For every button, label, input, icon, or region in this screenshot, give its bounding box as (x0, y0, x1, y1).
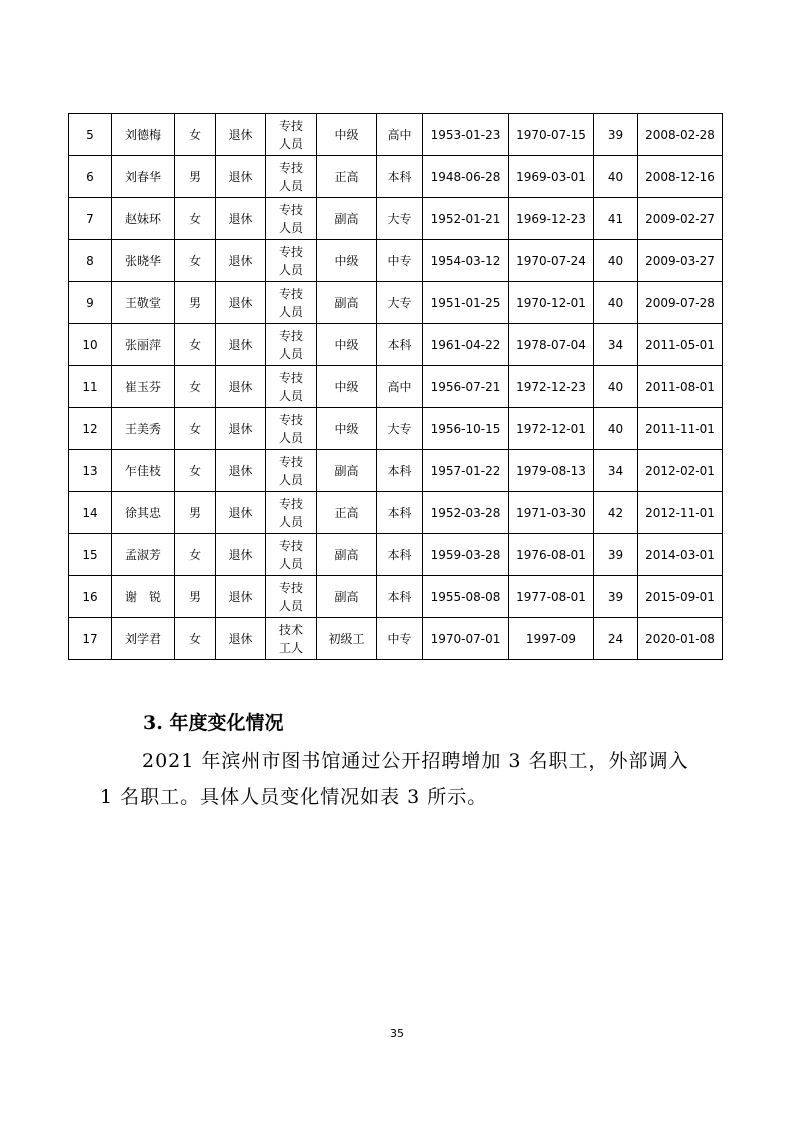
cell-sex: 男 (175, 156, 216, 198)
cell-title: 中级 (317, 324, 377, 366)
retiree-table (68, 113, 723, 660)
cell-birth: 1956-10-15 (423, 408, 509, 450)
cell-name: 张丽萍 (112, 324, 175, 366)
cell-type-line: 技术 (278, 622, 303, 637)
cell-retire: 2009-02-27 (638, 198, 723, 240)
cell-sex: 女 (175, 114, 216, 156)
cell-sex: 女 (175, 240, 216, 282)
table-row (69, 618, 723, 660)
cell-type-line: 专技 (278, 244, 303, 259)
cell-edu: 本科 (377, 156, 423, 198)
cell-status: 退休 (216, 576, 266, 618)
cell-no: 14 (69, 492, 112, 534)
cell-no: 13 (69, 450, 112, 492)
cell-work: 1969-12-23 (509, 198, 594, 240)
cell-retire: 2012-11-01 (638, 492, 723, 534)
cell-sex: 男 (175, 492, 216, 534)
cell-title: 中级 (317, 114, 377, 156)
cell-birth: 1951-01-25 (423, 282, 509, 324)
cell-no: 5 (69, 114, 112, 156)
table-row (69, 198, 723, 240)
cell-sex: 女 (175, 450, 216, 492)
cell-type-line: 人员 (278, 430, 303, 445)
cell-title: 中级 (317, 366, 377, 408)
cell-title: 副高 (317, 450, 377, 492)
cell-sex: 女 (175, 618, 216, 660)
cell-work: 1972-12-23 (509, 366, 594, 408)
cell-type (266, 492, 317, 534)
cell-birth: 1954-03-12 (423, 240, 509, 282)
cell-sex: 女 (175, 324, 216, 366)
cell-status: 退休 (216, 114, 266, 156)
cell-type (266, 450, 317, 492)
cell-type-line: 专技 (278, 286, 303, 301)
cell-title: 副高 (317, 282, 377, 324)
cell-type-line: 专技 (278, 538, 303, 553)
cell-no: 11 (69, 366, 112, 408)
table-row (69, 156, 723, 198)
cell-years: 34 (594, 324, 638, 366)
cell-type (266, 618, 317, 660)
cell-no: 8 (69, 240, 112, 282)
cell-retire: 2011-08-01 (638, 366, 723, 408)
cell-retire: 2015-09-01 (638, 576, 723, 618)
cell-years: 40 (594, 282, 638, 324)
cell-name: 孟淑芳 (112, 534, 175, 576)
cell-edu: 中专 (377, 618, 423, 660)
cell-edu: 中专 (377, 240, 423, 282)
cell-sex: 女 (175, 198, 216, 240)
cell-years: 39 (594, 534, 638, 576)
cell-type-line: 专技 (278, 454, 303, 469)
cell-type-line: 人员 (278, 220, 303, 235)
cell-name: 徐其忠 (112, 492, 175, 534)
cell-retire: 2009-03-27 (638, 240, 723, 282)
cell-edu: 本科 (377, 450, 423, 492)
cell-years: 34 (594, 450, 638, 492)
cell-sex: 男 (175, 576, 216, 618)
cell-name: 刘德梅 (112, 114, 175, 156)
cell-status: 退休 (216, 324, 266, 366)
cell-name: 乍佳枝 (112, 450, 175, 492)
cell-type-line: 专技 (278, 370, 303, 385)
cell-type (266, 114, 317, 156)
cell-edu: 大专 (377, 282, 423, 324)
cell-name: 张晓华 (112, 240, 175, 282)
cell-retire: 2011-11-01 (638, 408, 723, 450)
cell-no: 6 (69, 156, 112, 198)
cell-birth: 1953-01-23 (423, 114, 509, 156)
cell-title: 正高 (317, 492, 377, 534)
cell-no: 16 (69, 576, 112, 618)
cell-status: 退休 (216, 492, 266, 534)
table-row (69, 450, 723, 492)
cell-retire: 2008-02-28 (638, 114, 723, 156)
cell-type-line: 人员 (278, 304, 303, 319)
cell-no: 15 (69, 534, 112, 576)
cell-title: 中级 (317, 408, 377, 450)
table-row (69, 282, 723, 324)
cell-retire: 2012-02-01 (638, 450, 723, 492)
cell-type-line: 专技 (278, 118, 303, 133)
cell-years: 24 (594, 618, 638, 660)
cell-work: 1970-07-24 (509, 240, 594, 282)
cell-retire: 2020-01-08 (638, 618, 723, 660)
cell-sex: 女 (175, 534, 216, 576)
cell-years: 40 (594, 408, 638, 450)
cell-work: 1997-09 (509, 618, 594, 660)
cell-title: 中级 (317, 240, 377, 282)
cell-status: 退休 (216, 240, 266, 282)
cell-type (266, 282, 317, 324)
cell-type-line: 人员 (278, 136, 303, 151)
cell-status: 退休 (216, 408, 266, 450)
cell-status: 退休 (216, 198, 266, 240)
cell-title: 正高 (317, 156, 377, 198)
cell-no: 9 (69, 282, 112, 324)
cell-years: 40 (594, 156, 638, 198)
cell-type (266, 324, 317, 366)
cell-name: 刘春华 (112, 156, 175, 198)
cell-type (266, 198, 317, 240)
cell-type-line: 人员 (278, 514, 303, 529)
cell-status: 退休 (216, 282, 266, 324)
cell-work: 1970-12-01 (509, 282, 594, 324)
cell-type-line: 人员 (278, 388, 303, 403)
cell-no: 10 (69, 324, 112, 366)
cell-work: 1977-08-01 (509, 576, 594, 618)
cell-years: 41 (594, 198, 638, 240)
cell-type (266, 156, 317, 198)
section-heading: 3. 年度变化情况 (143, 712, 284, 734)
cell-work: 1971-03-30 (509, 492, 594, 534)
cell-years: 42 (594, 492, 638, 534)
cell-birth: 1957-01-22 (423, 450, 509, 492)
cell-type-line: 专技 (278, 412, 303, 427)
cell-retire: 2014-03-01 (638, 534, 723, 576)
cell-birth: 1959-03-28 (423, 534, 509, 576)
cell-title: 副高 (317, 576, 377, 618)
cell-type (266, 408, 317, 450)
table-row (69, 492, 723, 534)
cell-edu: 本科 (377, 534, 423, 576)
cell-years: 39 (594, 114, 638, 156)
cell-edu: 大专 (377, 408, 423, 450)
cell-status: 退休 (216, 534, 266, 576)
section-paragraph: 2021 年滨州市图书馆通过公开招聘增加 3 名职工，外部调入 1 名职工。具体人员变化情况如表 3 所示。 (100, 750, 689, 808)
cell-birth: 1956-07-21 (423, 366, 509, 408)
cell-birth: 1952-03-28 (423, 492, 509, 534)
cell-years: 39 (594, 576, 638, 618)
table-row (69, 576, 723, 618)
cell-title: 副高 (317, 534, 377, 576)
cell-type-line: 人员 (278, 598, 303, 613)
cell-type (266, 534, 317, 576)
cell-work: 1979-08-13 (509, 450, 594, 492)
cell-name: 王美秀 (112, 408, 175, 450)
table-row (69, 240, 723, 282)
cell-retire: 2009-07-28 (638, 282, 723, 324)
cell-sex: 女 (175, 366, 216, 408)
cell-type-line: 专技 (278, 496, 303, 511)
cell-birth: 1955-08-08 (423, 576, 509, 618)
cell-no: 12 (69, 408, 112, 450)
cell-type-line: 人员 (278, 346, 303, 361)
cell-birth: 1948-06-28 (423, 156, 509, 198)
cell-type-line: 人员 (278, 472, 303, 487)
cell-type-line: 人员 (278, 556, 303, 571)
cell-work: 1976-08-01 (509, 534, 594, 576)
cell-no: 17 (69, 618, 112, 660)
cell-edu: 高中 (377, 114, 423, 156)
cell-type (266, 240, 317, 282)
cell-type-line: 专技 (278, 328, 303, 343)
cell-birth: 1952-01-21 (423, 198, 509, 240)
page-number: 35 (390, 1027, 404, 1040)
cell-edu: 大专 (377, 198, 423, 240)
cell-retire: 2011-05-01 (638, 324, 723, 366)
table-row (69, 324, 723, 366)
cell-work: 1978-07-04 (509, 324, 594, 366)
cell-status: 退休 (216, 618, 266, 660)
cell-type-line: 专技 (278, 580, 303, 595)
cell-edu: 高中 (377, 366, 423, 408)
table-row (69, 366, 723, 408)
cell-type (266, 576, 317, 618)
cell-name: 谢 锐 (112, 576, 175, 618)
table-row (69, 114, 723, 156)
cell-status: 退休 (216, 156, 266, 198)
table-row (69, 408, 723, 450)
cell-work: 1969-03-01 (509, 156, 594, 198)
cell-type-line: 专技 (278, 202, 303, 217)
cell-type-line: 人员 (278, 178, 303, 193)
cell-name: 刘学君 (112, 618, 175, 660)
cell-sex: 男 (175, 282, 216, 324)
cell-years: 40 (594, 240, 638, 282)
cell-name: 王敬堂 (112, 282, 175, 324)
cell-years: 40 (594, 366, 638, 408)
cell-edu: 本科 (377, 492, 423, 534)
cell-title: 副高 (317, 198, 377, 240)
cell-no: 7 (69, 198, 112, 240)
cell-type-line: 人员 (278, 262, 303, 277)
cell-edu: 本科 (377, 576, 423, 618)
cell-work: 1970-07-15 (509, 114, 594, 156)
cell-name: 赵妹环 (112, 198, 175, 240)
cell-type (266, 366, 317, 408)
cell-edu: 本科 (377, 324, 423, 366)
cell-retire: 2008-12-16 (638, 156, 723, 198)
cell-name: 崔玉芬 (112, 366, 175, 408)
cell-type-line: 工人 (278, 640, 303, 655)
cell-birth: 1970-07-01 (423, 618, 509, 660)
cell-sex: 女 (175, 408, 216, 450)
cell-title: 初级工 (317, 618, 377, 660)
cell-status: 退休 (216, 450, 266, 492)
cell-status: 退休 (216, 366, 266, 408)
cell-work: 1972-12-01 (509, 408, 594, 450)
table-row (69, 534, 723, 576)
cell-birth: 1961-04-22 (423, 324, 509, 366)
cell-type-line: 专技 (278, 160, 303, 175)
